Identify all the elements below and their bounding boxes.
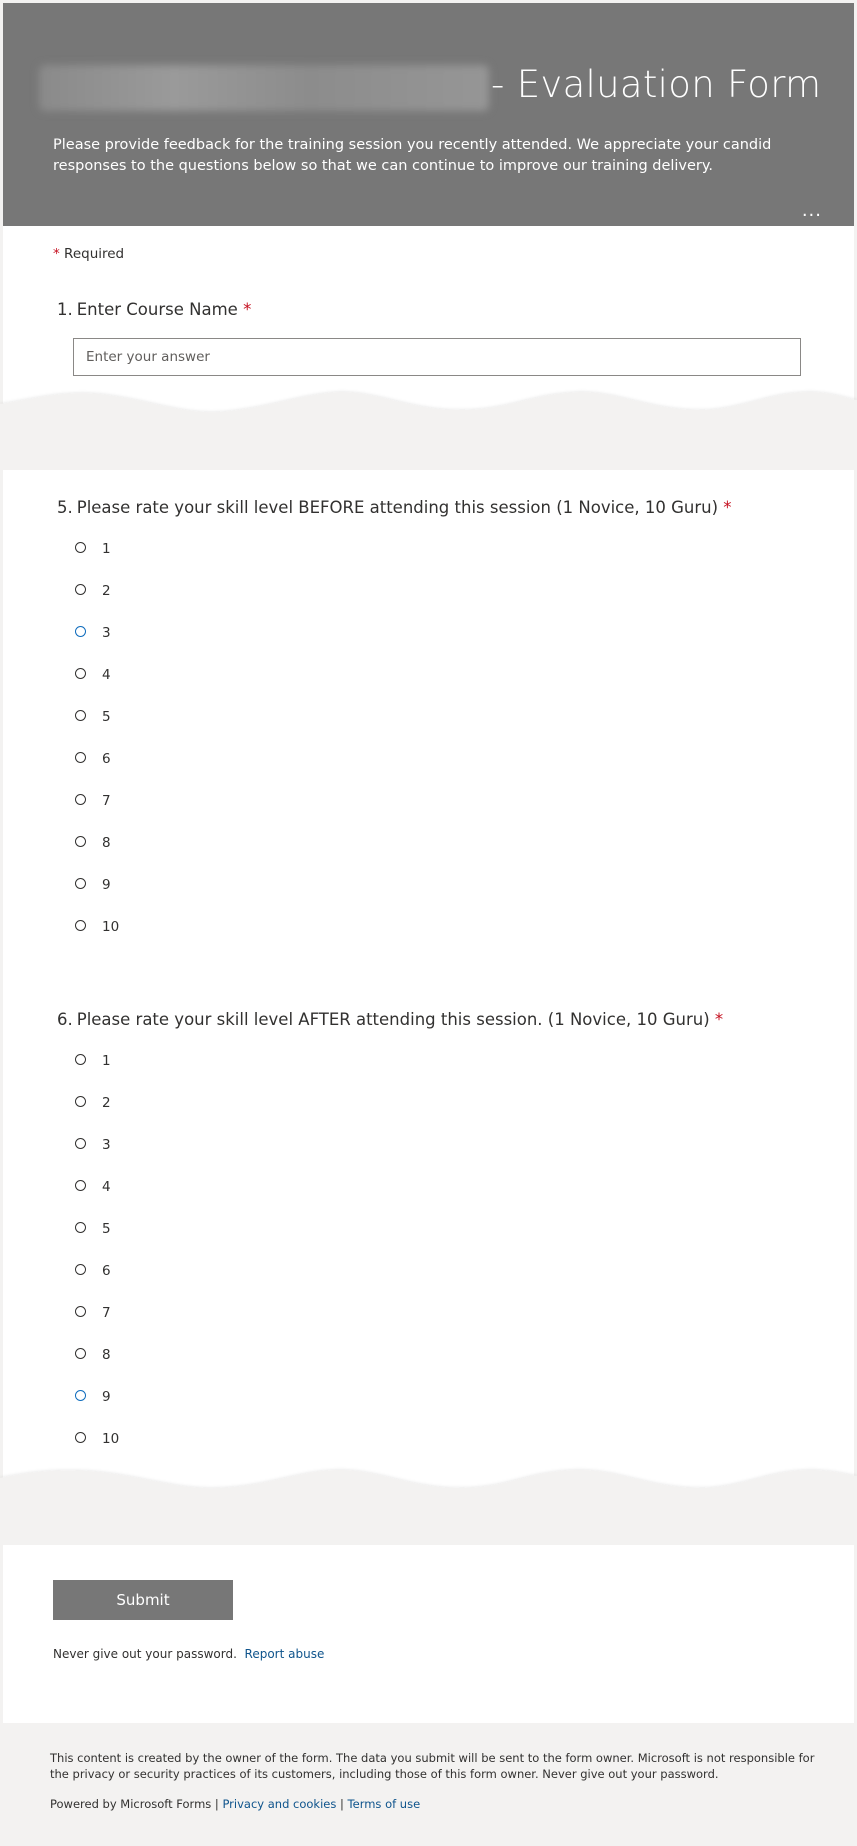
terms-of-use-link[interactable]: Terms of use <box>347 1797 421 1811</box>
required-note <box>53 246 124 262</box>
radio-circle-icon[interactable] <box>75 584 86 595</box>
required-star: * <box>243 300 252 319</box>
footer-links <box>50 1796 820 1812</box>
radio-circle-icon[interactable] <box>75 710 86 721</box>
form-header <box>3 3 854 226</box>
form-description: Please provide feedback for the training session you recently attended. We appreciate your candid responses to the questions below so that we can continue to improve our training delivery. <box>53 137 772 174</box>
question-text: Please rate your skill level AFTER attending this session. (1 Novice, 10 Guru) <box>76 1010 710 1029</box>
question-number: 6. <box>57 1010 73 1029</box>
radio-circle-icon[interactable] <box>75 920 86 931</box>
radio-circle-icon[interactable] <box>75 1306 86 1317</box>
password-warning: Never give out your password. <box>53 1647 237 1661</box>
required-star: * <box>53 246 60 262</box>
report-abuse-link[interactable]: Report abuse <box>244 1647 325 1661</box>
question-text: Enter Course Name <box>76 300 238 319</box>
page-footer <box>50 1750 820 1812</box>
form-title: - Evaluation Form <box>491 63 822 106</box>
password-note <box>53 1647 324 1661</box>
radio-circle-icon[interactable] <box>75 1348 86 1359</box>
submit-button[interactable]: Submit <box>53 1580 233 1620</box>
radio-circle-icon[interactable] <box>75 794 86 805</box>
required-star: * <box>714 1010 724 1029</box>
question-number: 5. <box>57 498 73 517</box>
question-6-title <box>57 1010 723 1029</box>
radio-circle-icon[interactable] <box>75 542 86 553</box>
footer-separator: | <box>340 1797 344 1811</box>
radio-circle-icon[interactable] <box>75 1138 86 1149</box>
radio-circle-icon[interactable] <box>75 836 86 847</box>
question-number: 1. <box>57 300 73 319</box>
radio-circle-icon[interactable] <box>75 1054 86 1065</box>
radio-circle-icon[interactable] <box>75 1390 86 1401</box>
required-star: * <box>723 498 732 517</box>
powered-by-text: Powered by Microsoft Forms | <box>50 1797 219 1811</box>
radio-circle-icon[interactable] <box>75 626 86 637</box>
submit-card <box>3 1545 854 1723</box>
question-1-title <box>57 300 251 319</box>
radio-circle-icon[interactable] <box>75 878 86 889</box>
radio-circle-icon[interactable] <box>75 668 86 679</box>
question-text: Please rate your skill level BEFORE attending this session (1 Novice, 10 Guru) <box>76 498 719 517</box>
radio-circle-icon[interactable] <box>75 752 86 763</box>
torn-edge-divider <box>0 380 857 440</box>
more-options-icon[interactable]: ... <box>801 200 822 221</box>
question-5-title <box>57 498 732 517</box>
question-card-5-6: 5. Please rate your skill level BEFORE attending this session (1 Novice, 10 Guru) * 1 2 3 4 5 6 7 8 9 10 6. Please rate your skill level AFTER attending this session. (1 Novice, 10 Guru) * 1 2 3 4 5 6 7 8 9 10 <box>3 470 854 1490</box>
required-label: Required <box>64 246 125 262</box>
footer-disclaimer: This content is created by the owner of the form. The data you submit will be sent to the form owner. Microsoft is not responsible for the privacy or security practices of its customers, including those of this form owner. Never give out your password. <box>50 1751 815 1781</box>
radio-circle-icon[interactable] <box>75 1432 86 1443</box>
blurred-course-title <box>39 65 489 111</box>
radio-circle-icon[interactable] <box>75 1222 86 1233</box>
course-name-field <box>73 338 801 376</box>
privacy-cookies-link[interactable]: Privacy and cookies <box>222 1797 337 1811</box>
radio-circle-icon[interactable] <box>75 1264 86 1275</box>
torn-edge-divider <box>0 1458 857 1518</box>
course-name-input[interactable] <box>74 339 800 375</box>
radio-circle-icon[interactable] <box>75 1096 86 1107</box>
radio-circle-icon[interactable] <box>75 1180 86 1191</box>
